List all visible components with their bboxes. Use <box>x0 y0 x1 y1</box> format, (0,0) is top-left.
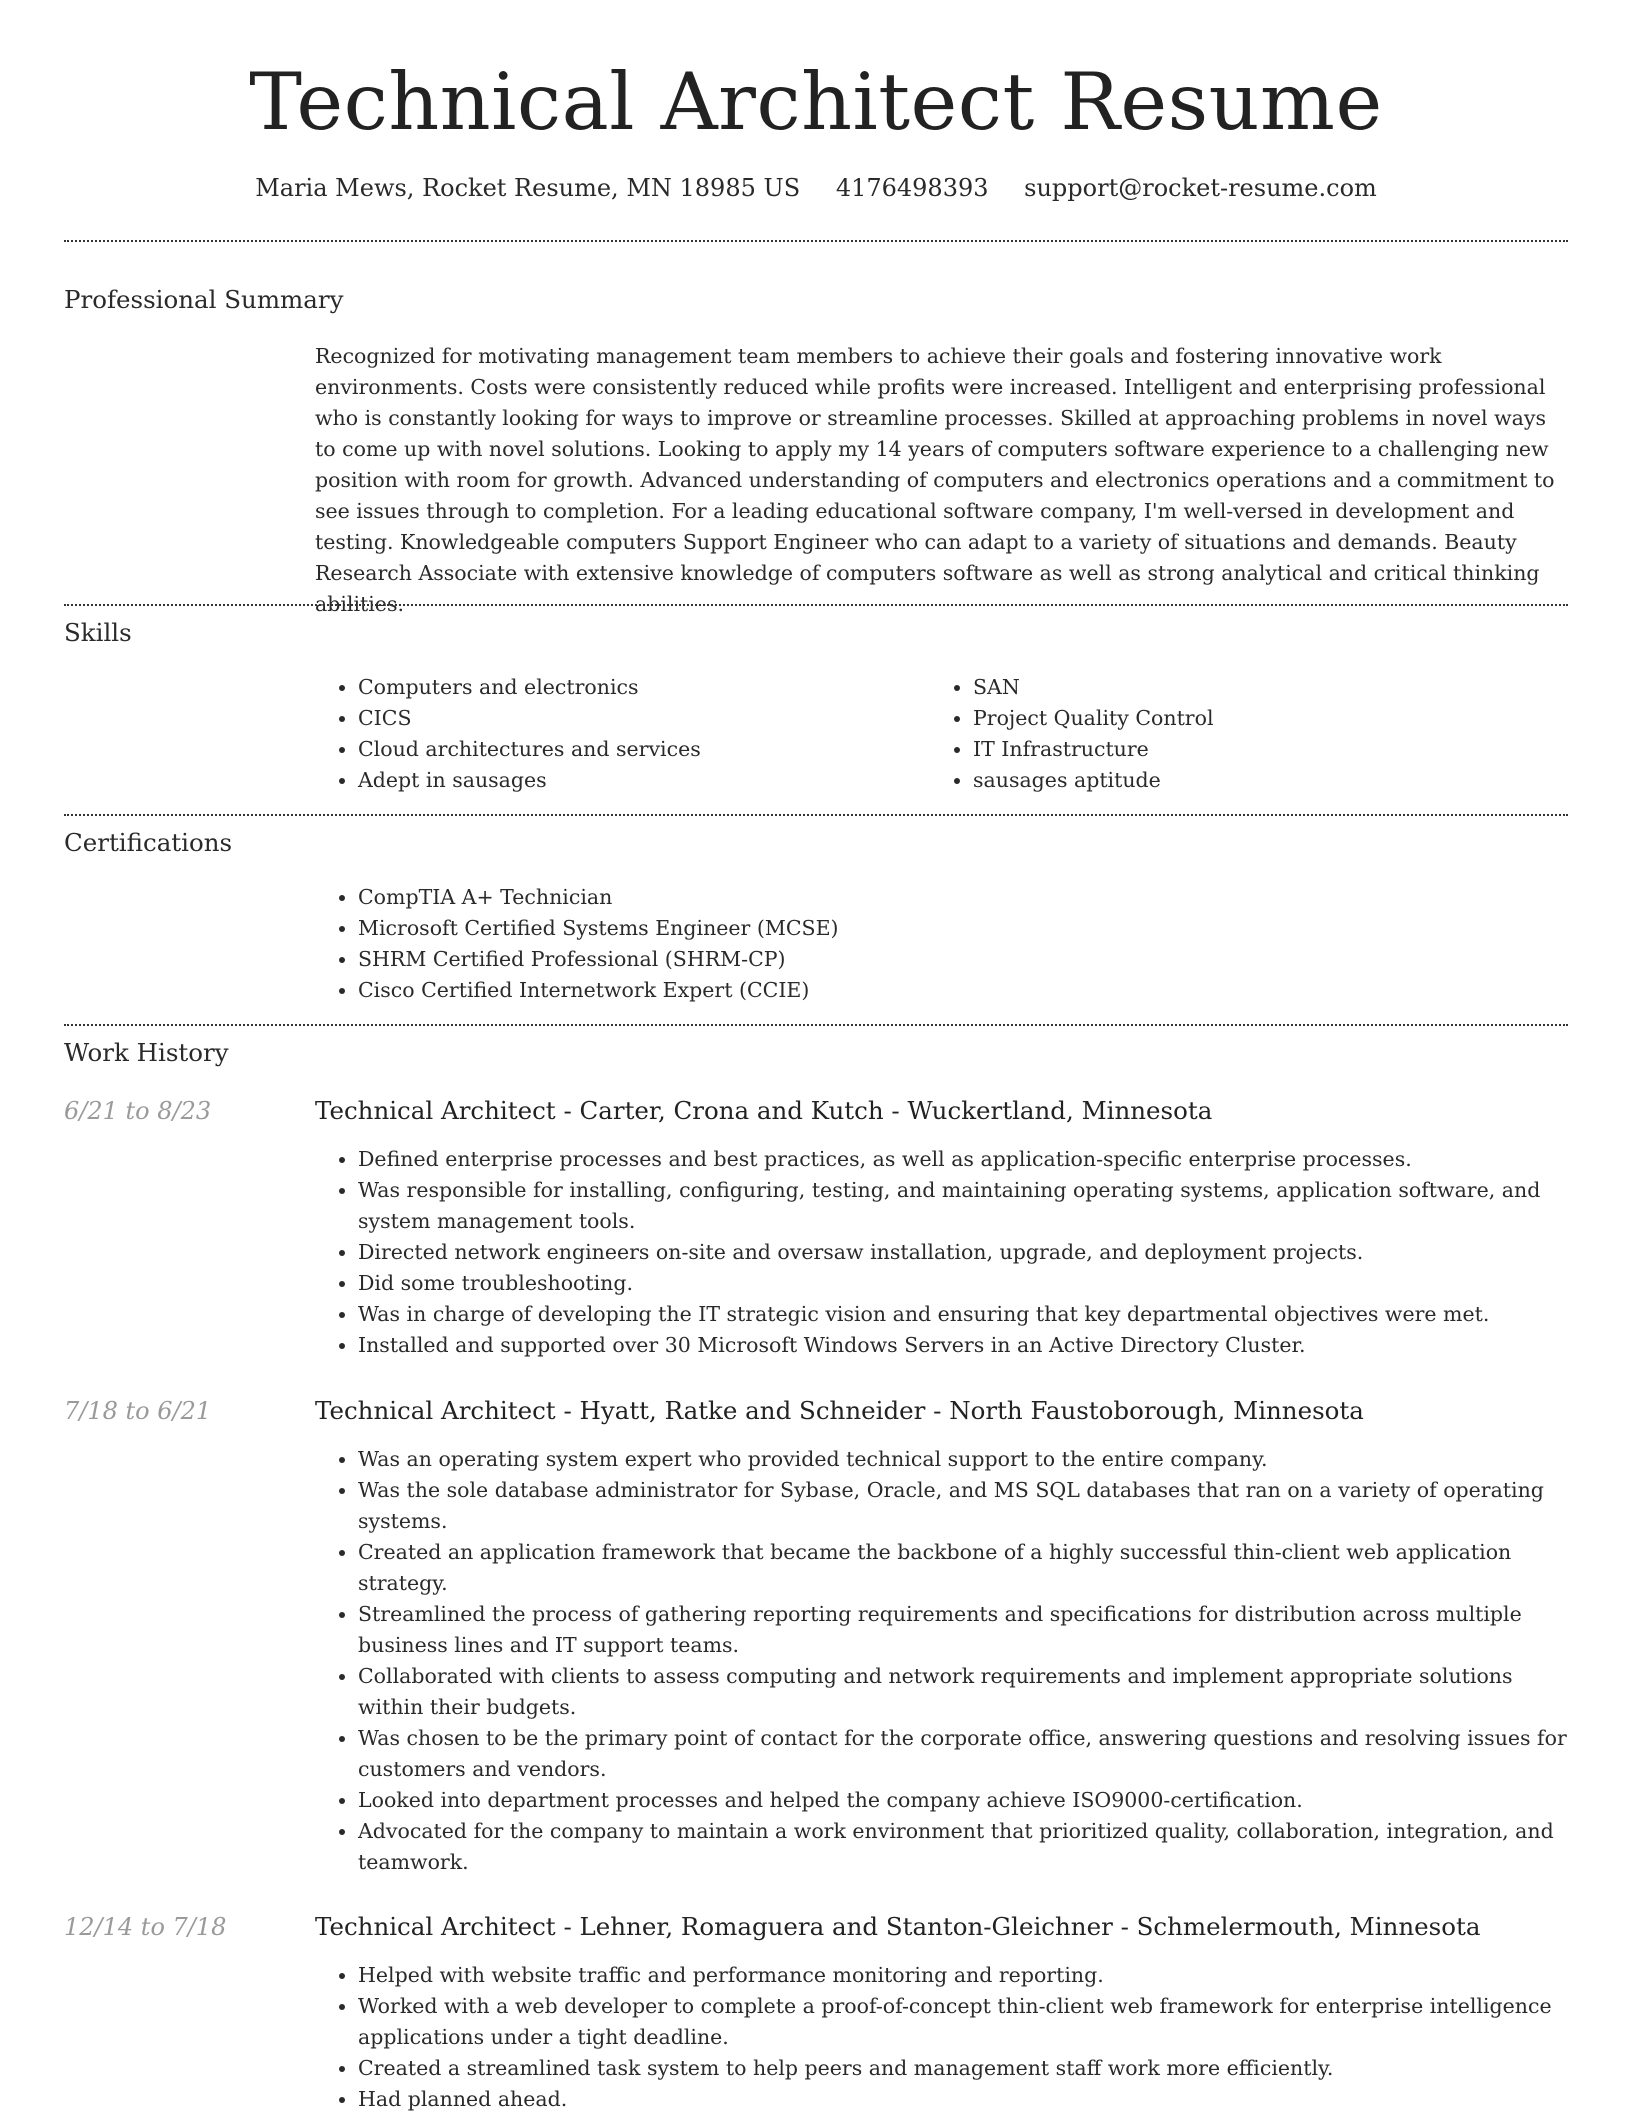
divider-certifications <box>64 1024 1568 1026</box>
job-bullets <box>315 1444 1568 1878</box>
list-item: • Collaborated with clients to assess computing and network requirements and implement appropriate solutions within their budgets. <box>358 1661 1568 1723</box>
contact-address: Maria Mews, Rocket Resume, MN 18985 US <box>255 174 801 202</box>
section-title-skills: Skills <box>64 618 132 647</box>
list-item: • Worked with a web developer to complete a proof-of-concept thin-client web framework for enterprise intelligence applications under a tight deadline. <box>358 1991 1568 2053</box>
list-item: • SHRM Certified Professional (SHRM-CP) <box>358 944 1568 975</box>
list-item: • SAN <box>973 672 1573 703</box>
divider-summary <box>64 604 1568 606</box>
job-dates: 7/18 to 6/21 <box>64 1397 212 1425</box>
contact-email: support@rocket-resume.com <box>1024 174 1377 202</box>
list-item: • Was an operating system expert who provided technical support to the entire company. <box>358 1444 1568 1475</box>
list-item: • Defined enterprise processes and best practices, as well as application-specific enterprise processes. <box>358 1144 1568 1175</box>
list-item: • Was the sole database administrator for Sybase, Oracle, and MS SQL databases that ran on a variety of operating systems. <box>358 1475 1568 1537</box>
contact-line <box>0 170 1632 206</box>
skills-list-right <box>930 672 1573 796</box>
job-title: Technical Architect - Hyatt, Ratke and Schneider - North Faustoborough, Minnesota <box>315 1396 1364 1425</box>
list-item: • IT Infrastructure <box>973 734 1573 765</box>
list-item: • Looked into department processes and helped the company achieve ISO9000-certification. <box>358 1785 1568 1816</box>
section-title-certifications: Certifications <box>64 828 233 857</box>
job-dates: 6/21 to 8/23 <box>64 1097 212 1125</box>
list-item: • Project Quality Control <box>973 703 1573 734</box>
list-item: • Cloud architectures and services <box>358 734 918 765</box>
list-item: • Had planned ahead. <box>358 2084 1568 2115</box>
job-bullets <box>315 1144 1568 1361</box>
section-title-summary: Professional Summary <box>64 285 344 314</box>
section-title-work-history: Work History <box>64 1038 229 1067</box>
divider-skills <box>64 814 1568 816</box>
list-item: • Cisco Certified Internetwork Expert (CCIE) <box>358 975 1568 1006</box>
list-item: • Was chosen to be the primary point of contact for the corporate office, answering questions and resolving issues for customers and vendors. <box>358 1723 1568 1785</box>
list-item: • Did some troubleshooting. <box>358 1268 1568 1299</box>
list-item: • Helped with website traffic and performance monitoring and reporting. <box>358 1960 1568 1991</box>
list-item: • Created a streamlined task system to help peers and management staff work more efficiently. <box>358 2053 1568 2084</box>
list-item: • sausages aptitude <box>973 765 1573 796</box>
certifications-list <box>315 882 1568 1006</box>
summary-text: Recognized for motivating management team members to achieve their goals and fostering innovative work environments. Costs were consistently reduced while profits were increased. Intelligent and enterprising professional who is constantly looking for ways to improve or streamline processes. Skilled at approaching problems in novel ways to come up with novel solutions. Looking to apply my 14 years of computers software experience to a challenging new position with room for growth. Advanced understanding of computers and electronics operations and a commitment to see issues through to completion. For a leading educational software company, I'm well-versed in development and testing. Knowledgeable computers Support Engineer who can adapt to a variety of situations and demands. Beauty Research Associate with extensive knowledge of computers software as well as strong analytical and critical thinking abilities. <box>315 344 1555 616</box>
list-item: • Computers and electronics <box>358 672 918 703</box>
job-dates: 12/14 to 7/18 <box>64 1913 227 1941</box>
resume-title: Technical Architect Resume <box>249 56 1383 148</box>
list-item: • Adept in sausages <box>358 765 918 796</box>
list-item: • CICS <box>358 703 918 734</box>
job-title: Technical Architect - Lehner, Romaguera and Stanton-Gleichner - Schmelermouth, Minnesota <box>315 1912 1481 1941</box>
list-item: • Advocated for the company to maintain a work environment that prioritized quality, collaboration, integration, and teamwork. <box>358 1816 1568 1878</box>
job-bullets <box>315 1960 1568 2115</box>
contact-phone: 4176498393 <box>835 174 989 202</box>
list-item: • Streamlined the process of gathering reporting requirements and specifications for distribution across multiple business lines and IT support teams. <box>358 1599 1568 1661</box>
list-item: • Microsoft Certified Systems Engineer (MCSE) <box>358 913 1568 944</box>
list-item: • Was responsible for installing, configuring, testing, and maintaining operating systems, application software, and system management tools. <box>358 1175 1568 1237</box>
list-item: • Was in charge of developing the IT strategic vision and ensuring that key departmental objectives were met. <box>358 1299 1568 1330</box>
list-item: • Directed network engineers on-site and oversaw installation, upgrade, and deployment projects. <box>358 1237 1568 1268</box>
divider-header <box>64 240 1568 242</box>
job-title: Technical Architect - Carter, Crona and Kutch - Wuckertland, Minnesota <box>315 1096 1213 1125</box>
list-item: • Created an application framework that became the backbone of a highly successful thin-client web application strategy. <box>358 1537 1568 1599</box>
list-item: • CompTIA A+ Technician <box>358 882 1568 913</box>
list-item: • Installed and supported over 30 Microsoft Windows Servers in an Active Directory Cluster. <box>358 1330 1568 1361</box>
skills-list-left <box>315 672 918 796</box>
